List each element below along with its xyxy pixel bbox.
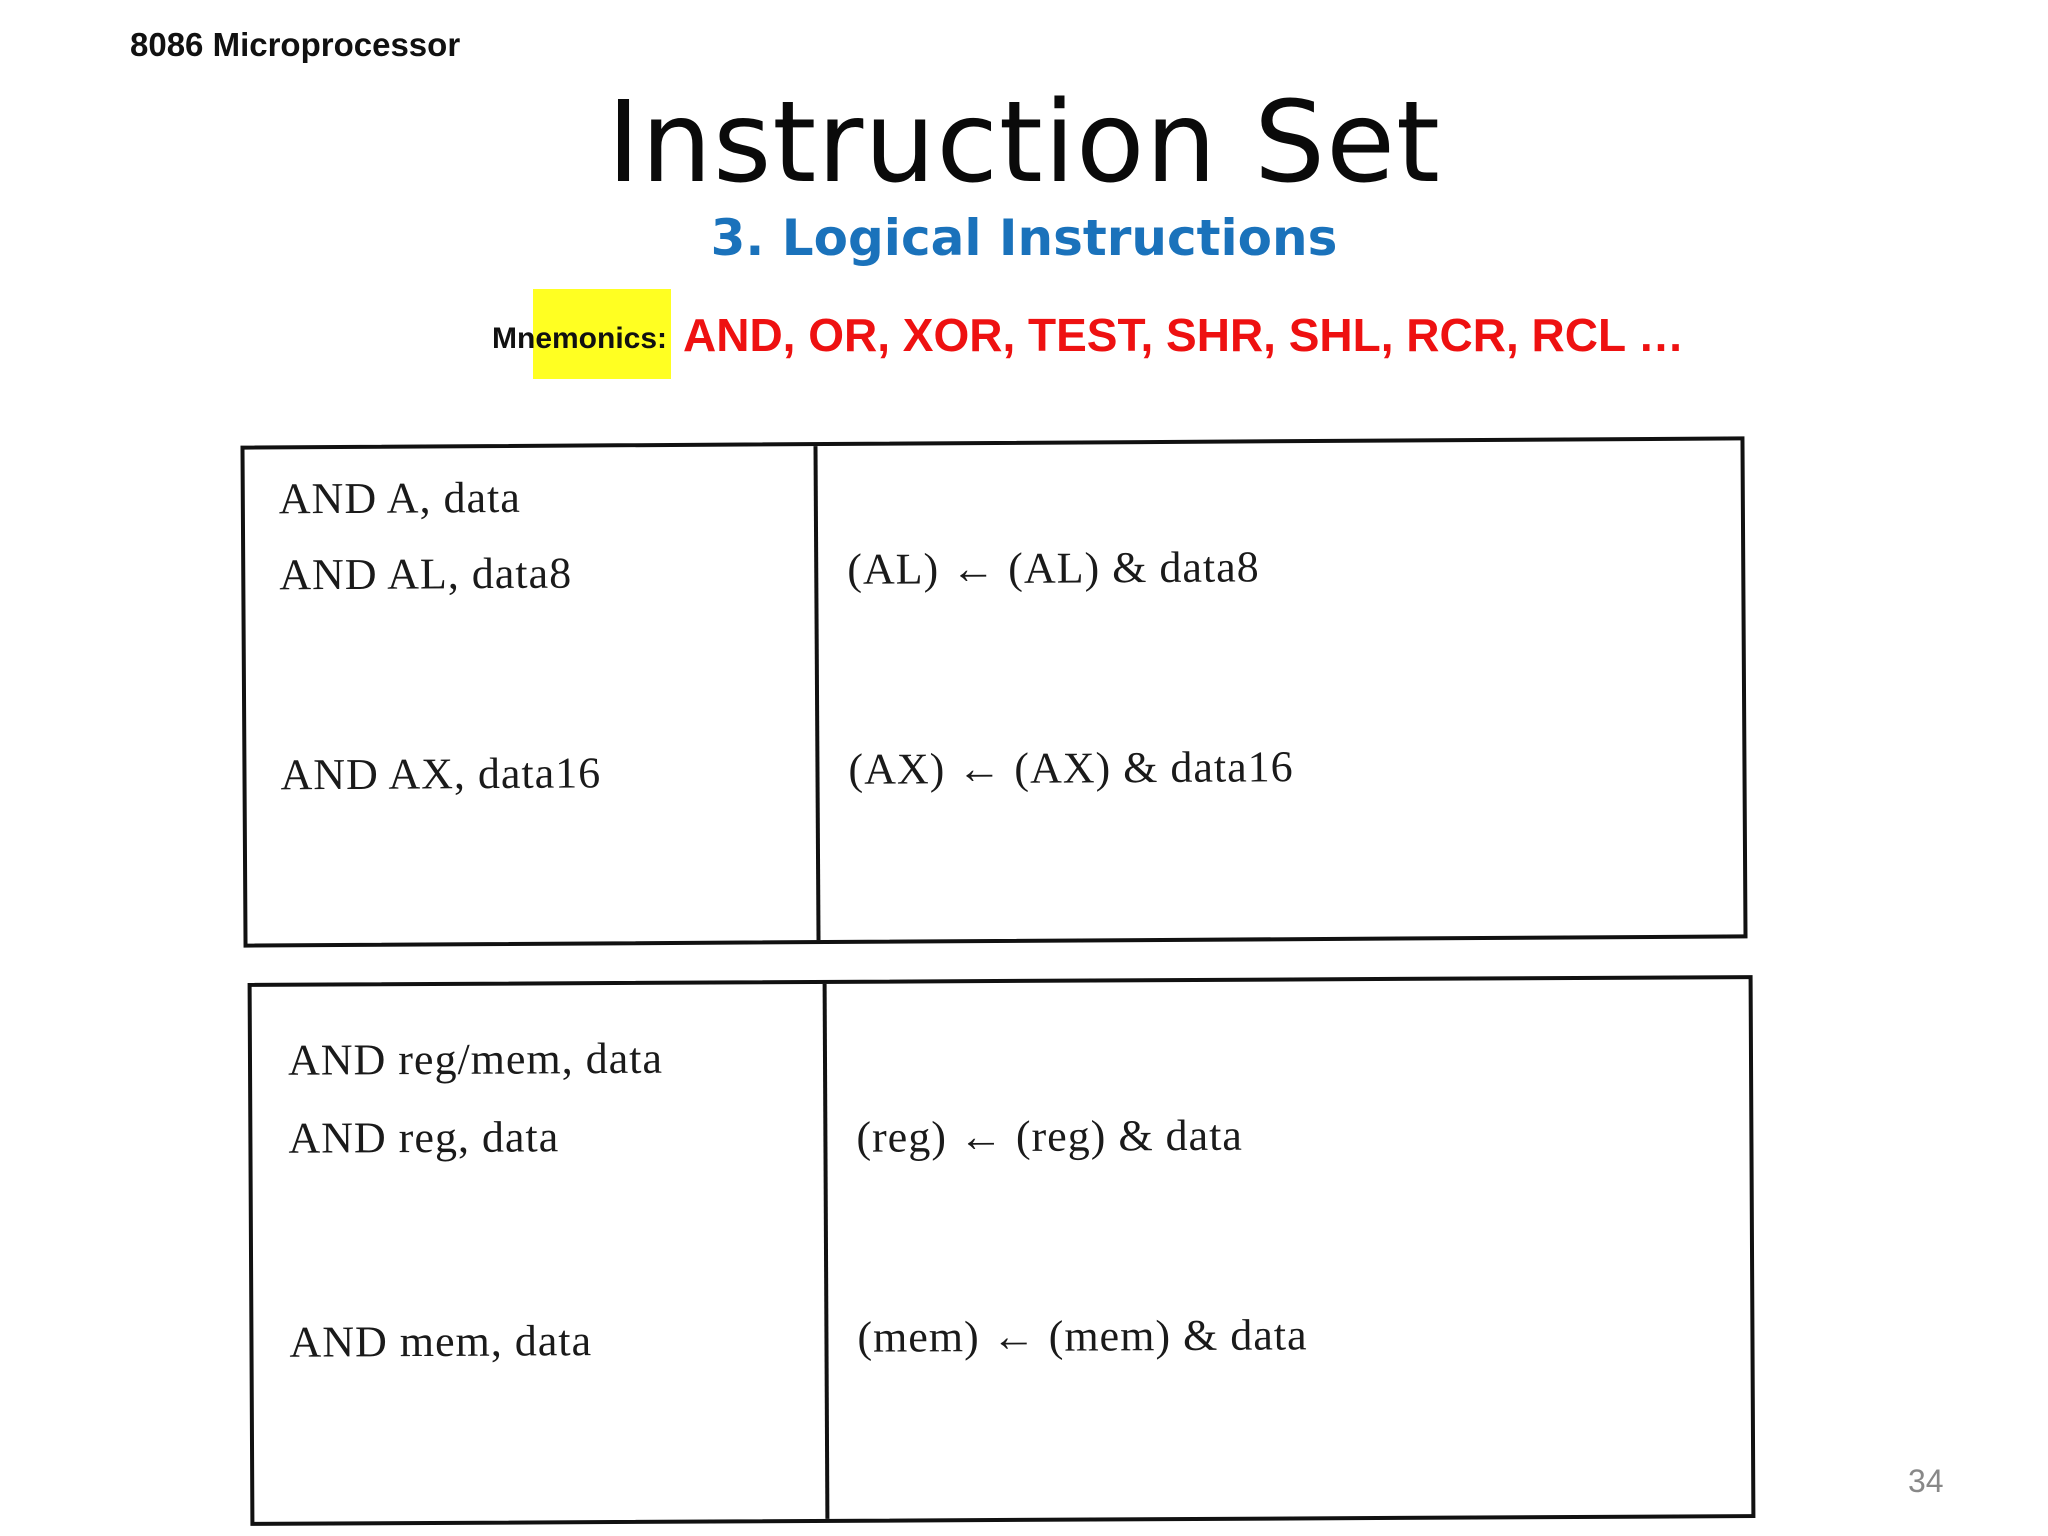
mnemonics-label: Mnemonics: bbox=[492, 322, 668, 355]
table-cell-instruction: AND AX, data16 bbox=[280, 748, 602, 800]
table-cell-operation: (mem) ← (mem) & data bbox=[857, 1310, 1308, 1362]
mnemonics-list: AND, OR, XOR, TEST, SHR, SHL, RCR, RCL … bbox=[683, 309, 1684, 361]
table-cell-instruction: AND reg/mem, data bbox=[287, 1033, 664, 1085]
table-cell-instruction: AND A, data bbox=[278, 472, 521, 524]
column-divider bbox=[823, 984, 830, 1519]
table-cell-operation: (AL) ← (AL) & data8 bbox=[847, 542, 1260, 594]
instruction-table-byte-word bbox=[240, 436, 1747, 947]
slide-title: Instruction Set bbox=[607, 78, 1441, 208]
instruction-table-reg-mem bbox=[248, 975, 1756, 1526]
slide-subtitle: 3. Logical Instructions bbox=[710, 209, 1338, 267]
column-divider bbox=[813, 446, 820, 940]
page-number: 34 bbox=[1908, 1463, 1944, 1499]
table-cell-instruction: AND AL, data8 bbox=[279, 548, 573, 600]
table-cell-operation: (AX) ← (AX) & data16 bbox=[848, 742, 1294, 794]
course-label: 8086 Microprocessor bbox=[130, 26, 461, 63]
table-cell-operation: (reg) ← (reg) & data bbox=[856, 1110, 1244, 1162]
table-cell-instruction: AND mem, data bbox=[289, 1316, 593, 1367]
table-cell-instruction: AND reg, data bbox=[288, 1112, 560, 1163]
